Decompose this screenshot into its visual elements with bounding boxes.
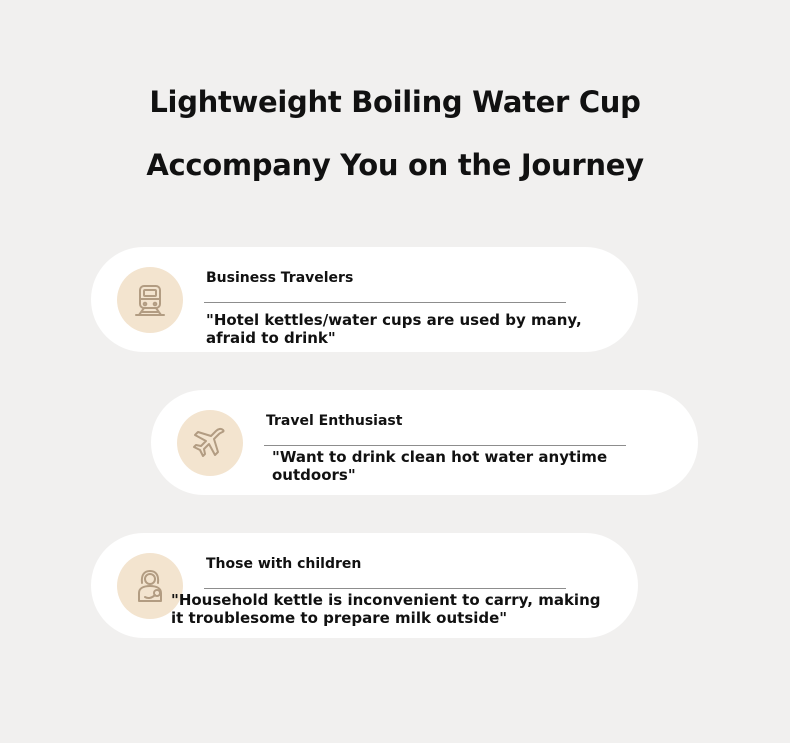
persona-label: Travel Enthusiast [266,413,403,429]
persona-card-business-travelers [91,247,638,352]
persona-card-travel-enthusiast [151,390,698,495]
page-subtitle: Accompany You on the Journey [146,148,644,182]
persona-label: Business Travelers [206,270,354,286]
divider [264,445,626,446]
persona-quote: "Want to drink clean hot water anytime outdoors" [272,448,608,484]
persona-card-those-with-children [91,533,638,638]
page-title: Lightweight Boiling Water Cup [149,85,641,119]
train-icon [117,267,183,333]
persona-label: Those with children [206,556,362,572]
divider [204,302,566,303]
persona-quote: "Household kettle is inconvenient to carry, making it troublesome to prepare milk outside" [171,591,601,627]
divider [204,588,566,589]
airplane-icon [177,410,243,476]
persona-quote: "Hotel kettles/water cups are used by many, afraid to drink" [206,311,582,347]
